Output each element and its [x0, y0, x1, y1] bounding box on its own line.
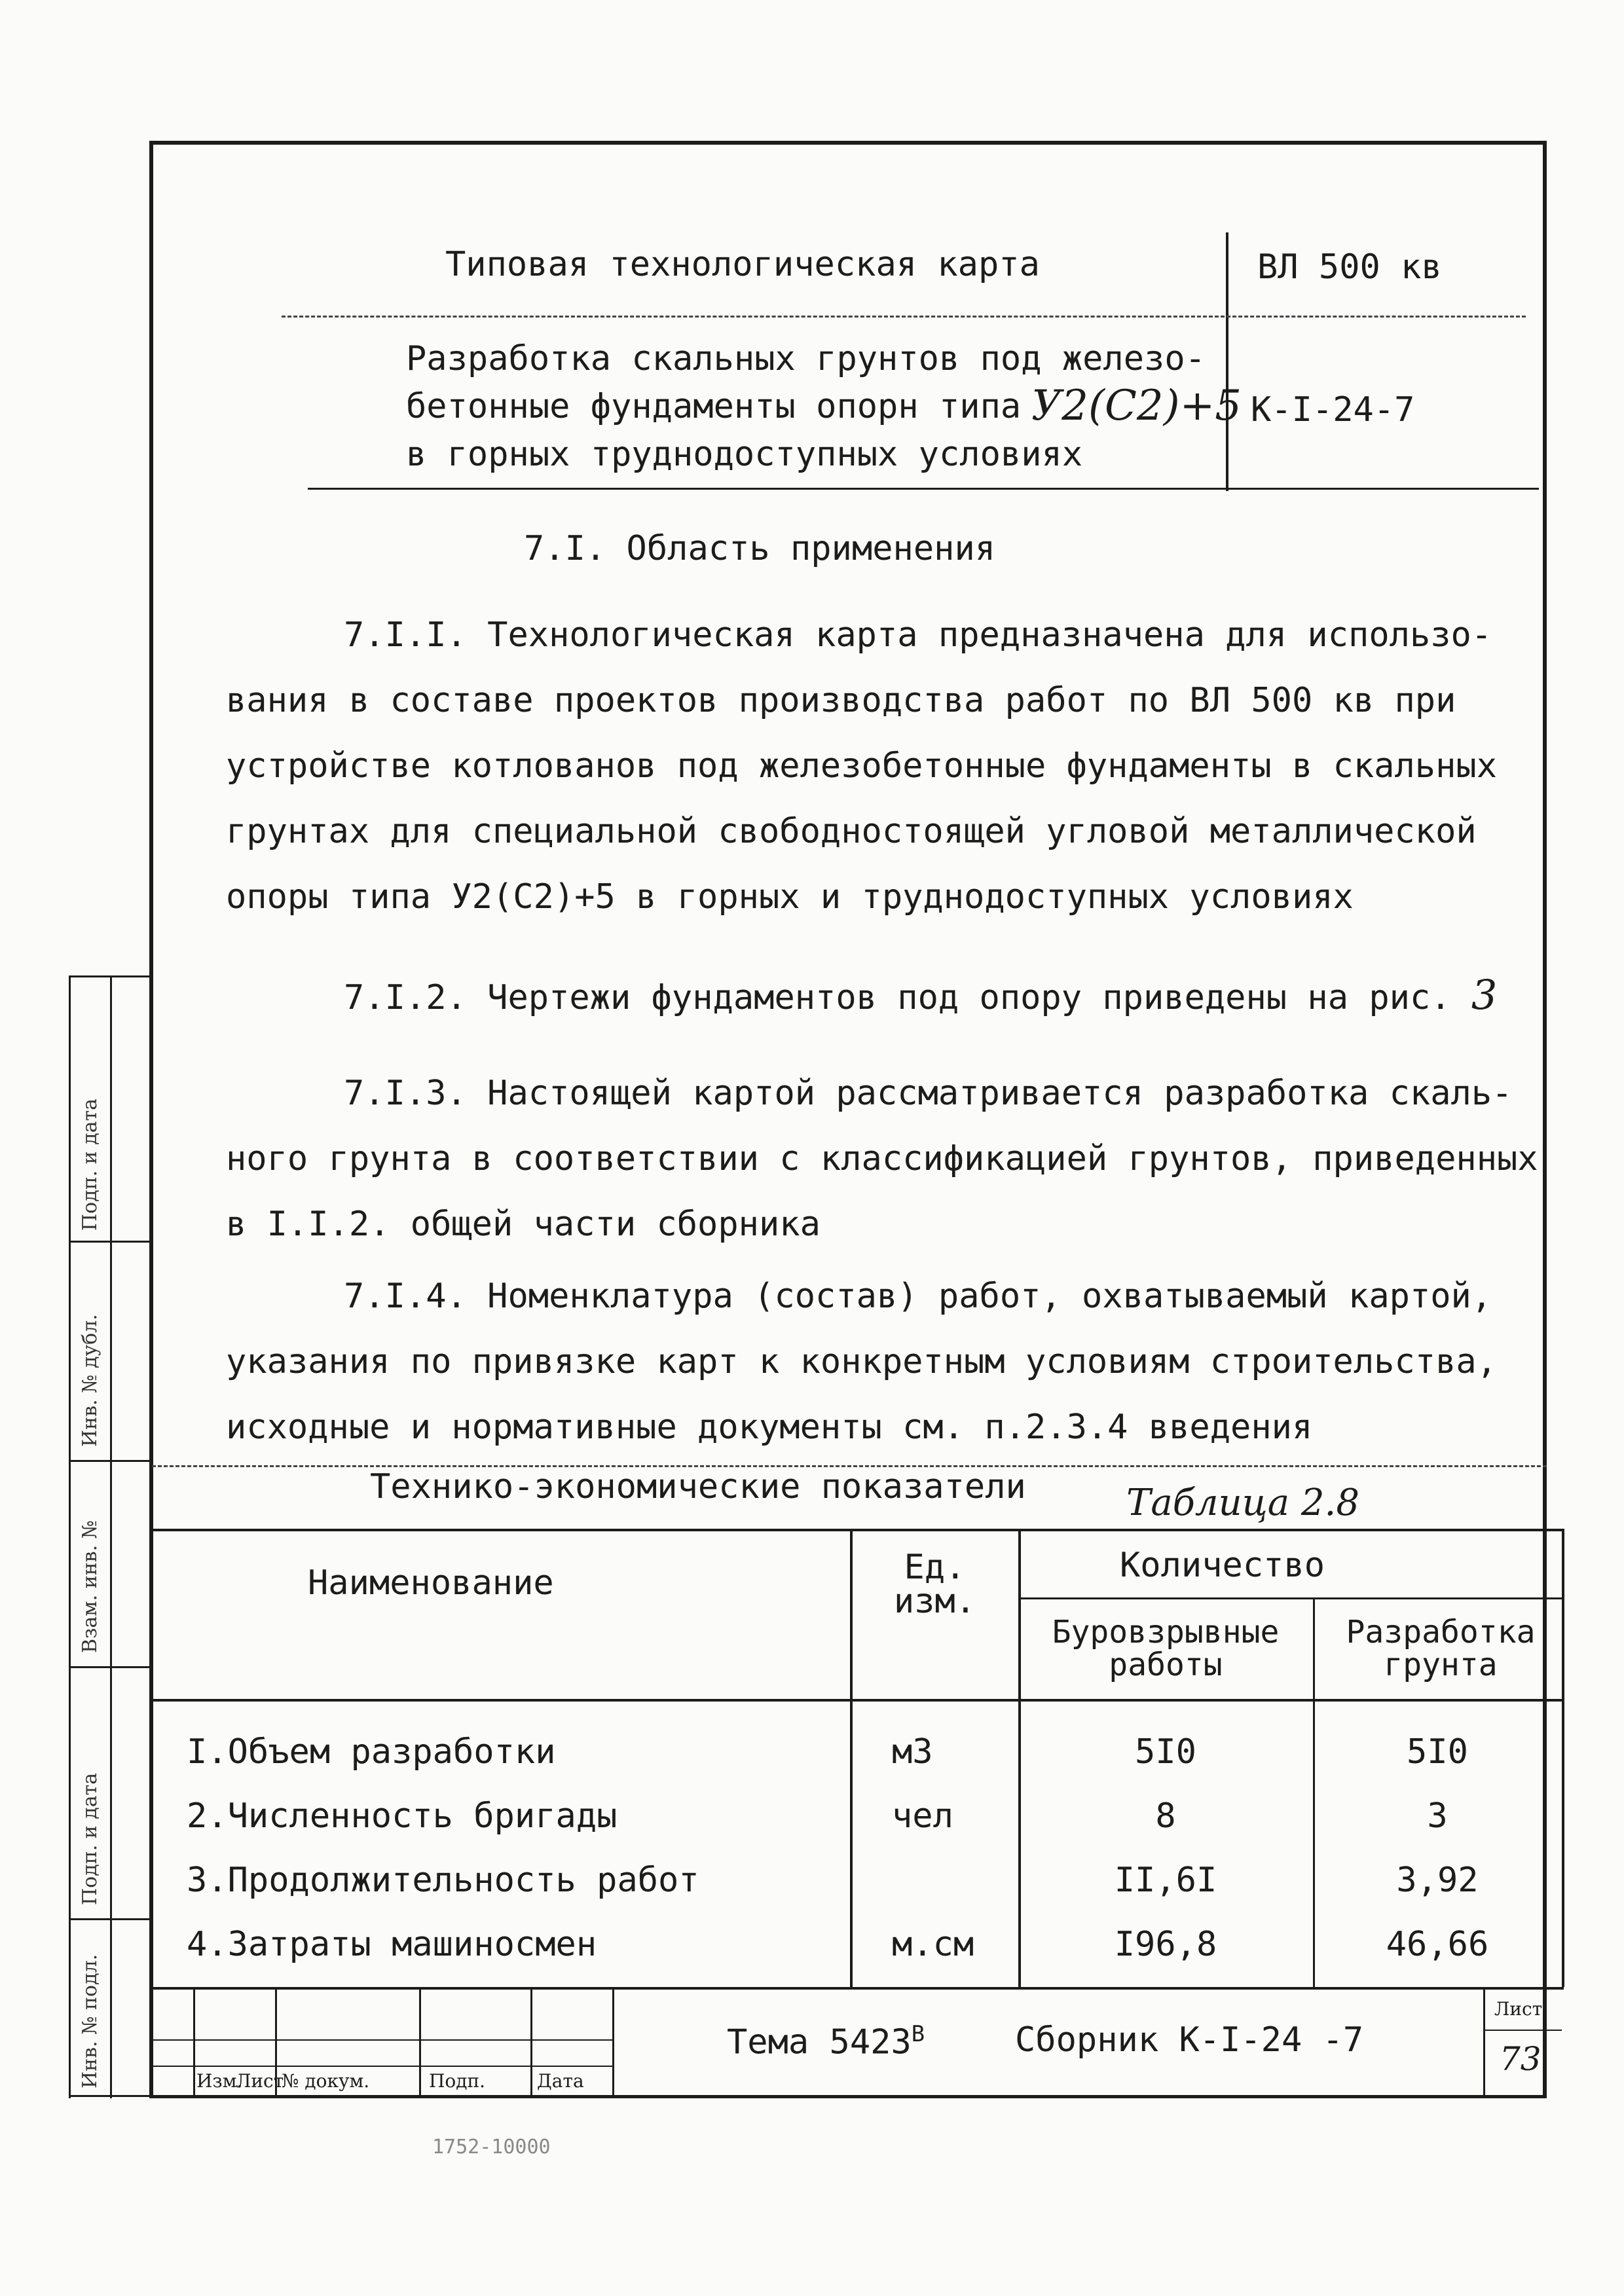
stamp-mid [149, 2039, 614, 2041]
table-row-4-drill: I96,8 [1114, 1925, 1217, 1964]
table-top-border [149, 1529, 1564, 1531]
stamp-col-doc: № докум. [282, 2070, 370, 2092]
header-subtitle-line3: в горных труднодоступных условиях [406, 435, 1083, 474]
figure-number-handwritten: 3 [1471, 971, 1498, 1019]
header-vertical-divider [1226, 232, 1228, 491]
margin-label-inv-dubl: Инв. № дубл. [79, 1314, 101, 1447]
stamp-v3 [419, 1987, 421, 2098]
paragraph-line: вания в составе проектов производства работ по ВЛ 500 кв при [226, 681, 1456, 720]
table-row-1-drill: 5I0 [1135, 1732, 1196, 1772]
paragraph-line: в I.I.2. общей части сборника [226, 1205, 821, 1244]
margin-label-vzam: Взам. инв. № [79, 1520, 101, 1653]
stamp-tema [727, 2021, 925, 2062]
paragraph-7-1-3 [226, 1061, 1538, 1257]
margin-label-podp-2: Подп. и дата [79, 1772, 101, 1905]
table-header-dig: Разработка грунта [1346, 1614, 1536, 1683]
stamp-v1 [193, 1987, 195, 2098]
stamp-v6 [1483, 1987, 1485, 2098]
table-vline-3 [1313, 1597, 1315, 1987]
table-row-4-unit: м.см [892, 1925, 974, 1964]
table-row-1-name: I.Объем разработки [187, 1732, 556, 1772]
table-header-drill: Буровзрывные работы [1052, 1614, 1280, 1683]
paragraph-line: грунтах для специальной свободностоящей угловой металлической [226, 812, 1477, 851]
table-row-2-name: 2.Численность бригады [187, 1796, 618, 1836]
stamp-sbornik: Сборник К-I-24 -7 [1015, 2020, 1364, 2060]
table-row-1-dig: 5I0 [1407, 1732, 1468, 1772]
paragraph-line: ного грунта в соответствии с классификацией грунтов, приведенных [226, 1139, 1538, 1178]
margin-div-4 [69, 1918, 151, 1920]
header-bottom-line [308, 488, 1539, 490]
frame-bottom [149, 2095, 1547, 2098]
paragraph-7-1-1 [226, 602, 1497, 930]
margin-label-inv-podl: Инв. № подл. [79, 1954, 101, 2088]
paragraph-line: 7.I.2. Чертежи фундаментов под опору приведены на рис. [344, 978, 1451, 1017]
header-line-code: ВЛ 500 кв [1257, 247, 1442, 287]
paragraph-line: устройстве котлованов под железобетонные фундаменты в скальных [226, 746, 1498, 786]
header-subtitle-handwritten: У2(С2)+5 [1031, 382, 1242, 430]
frame-top [152, 141, 1547, 145]
table-row-3-drill: II,6I [1114, 1861, 1217, 1900]
header-subtitle-line2: бетонные фундаменты опорн типа [406, 387, 1022, 426]
section-heading: 7.I. Область применения [524, 529, 996, 568]
stamp-top [149, 1987, 1564, 1990]
stamp-v5 [612, 1987, 614, 2098]
margin-top [69, 975, 151, 977]
stamp-sheet-divider [1483, 2030, 1562, 2031]
stamp-tema-sup: В [911, 2021, 925, 2047]
margin-outer-left [69, 975, 71, 2098]
paragraph-line: опоры типа У2(С2)+5 в горных и труднодоступных условиях [226, 877, 1354, 917]
table-right-border [1562, 1529, 1564, 1987]
frame-left [149, 141, 153, 2098]
paragraph-line: 7.I.I. Технологическая карта предназначена для использо- [344, 615, 1492, 655]
table-row-2-unit: чел [892, 1796, 953, 1836]
paragraph-line: указания по привязке карт к конкретным условиям строительства, [226, 1342, 1498, 1381]
footer-print-code: 1752-10000 [432, 2136, 551, 2159]
stamp-mid2 [149, 2066, 614, 2067]
stamp-v4 [530, 1987, 532, 2098]
margin-bottom [69, 2095, 151, 2097]
table-row-4-name: 4.Затраты машиносмен [187, 1925, 597, 1964]
header-title: Типовая технологическая карта [445, 245, 1040, 284]
stamp-col-date: Дата [537, 2070, 584, 2092]
header-doc-number: К-I-24-7 [1251, 390, 1415, 429]
table-caption: Технико-экономические показатели [370, 1467, 1026, 1506]
margin-div-1 [69, 1241, 151, 1243]
table-row-1-unit: м3 [892, 1732, 933, 1772]
table-row-2-dig: 3 [1427, 1796, 1448, 1836]
header-dashed-divider [282, 316, 1526, 318]
paragraph-7-1-4 [226, 1264, 1497, 1460]
table-header-name: Наименование [308, 1563, 554, 1603]
paragraph-line: исходные и нормативные документы см. п.2.3.4 введения [226, 1408, 1313, 1447]
stamp-col-list: Лист [236, 2070, 284, 2092]
margin-div-3 [69, 1666, 151, 1668]
stamp-tema-text: Тема 5423 [727, 2022, 912, 2062]
stamp-col-izm: Изм. [196, 2070, 243, 2092]
table-header-bottom [149, 1699, 1564, 1702]
header-subtitle-line1: Разработка скальных грунтов под железо- [406, 339, 1206, 378]
table-row-3-name: 3.Продолжительность работ [187, 1861, 699, 1900]
margin-label-podp-1: Подп. и дата [79, 1098, 101, 1231]
table-row-2-drill: 8 [1155, 1796, 1176, 1836]
table-header-qty: Количество [1120, 1546, 1325, 1585]
table-vline-1 [850, 1529, 853, 1987]
paragraph-line: 7.I.4. Номенклатура (состав) работ, охватываемый картой, [344, 1277, 1492, 1316]
table-header-unit: Ед. изм. [893, 1548, 976, 1621]
table-row-3-dig: 3,92 [1396, 1861, 1479, 1900]
margin-inner [110, 975, 112, 2098]
table-label-handwritten: Таблица 2.8 [1126, 1482, 1359, 1524]
margin-div-2 [69, 1460, 151, 1462]
stamp-sheet-label: Лист [1494, 1998, 1543, 2020]
paragraph-line: 7.I.3. Настоящей картой рассматривается разработка скаль- [344, 1074, 1513, 1113]
stamp-sheet-number: 73 [1500, 2040, 1541, 2078]
table-qty-underline [1018, 1597, 1562, 1599]
stamp-col-podp: Подп. [429, 2070, 486, 2092]
table-row-4-dig: 46,66 [1386, 1925, 1489, 1964]
paragraph-7-1-2 [344, 962, 1497, 1030]
